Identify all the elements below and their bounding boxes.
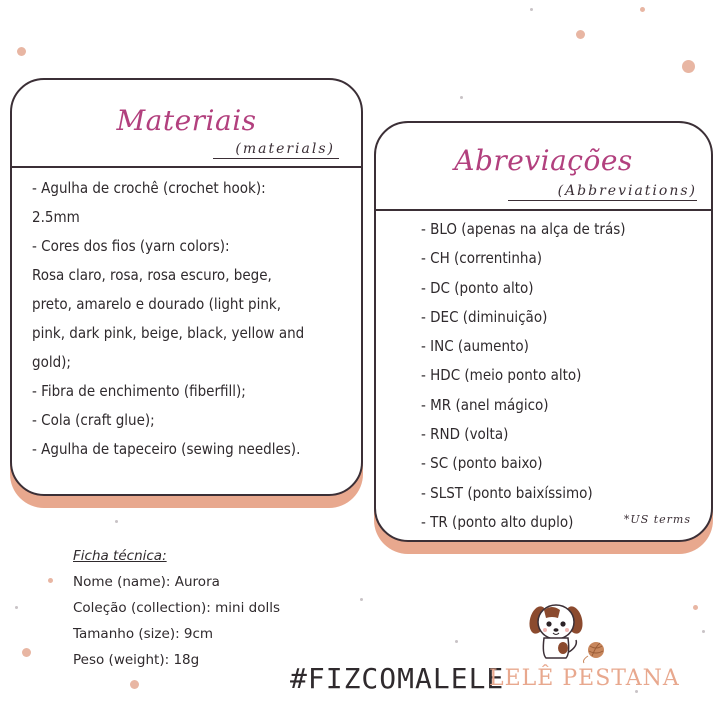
list-item: preto, amarelo e dourado (light pink, [32, 295, 282, 313]
brand-name: LELÊ PESTANA [489, 666, 680, 691]
abbreviations-card [374, 121, 713, 542]
list-item: - RND (volta) [421, 425, 509, 444]
list-item: pink, dark pink, beige, black, yellow and [32, 324, 305, 342]
decor-dot [48, 578, 53, 583]
decor-dot [693, 605, 698, 610]
us-terms-note: *US terms [623, 513, 691, 526]
list-item: 2.5mm [32, 208, 80, 226]
list-item: - DC (ponto alto) [421, 278, 534, 297]
hashtag: #FIZCOMALELE [290, 662, 505, 695]
technical-sheet-line: Coleção (collection): mini dolls [73, 600, 280, 616]
technical-sheet-line: Nome (name): Aurora [73, 574, 220, 590]
list-item: - INC (aumento) [421, 337, 529, 356]
dog-logo-icon [522, 596, 614, 666]
materials-card-header [12, 80, 361, 168]
decor-dot [115, 520, 118, 523]
list-item: - SC (ponto baixo) [421, 454, 543, 473]
list-item: - Agulha de crochê (crochet hook): [32, 179, 266, 197]
materials-list [32, 174, 354, 464]
list-item: - BLO (apenas na alça de trás) [421, 220, 626, 238]
decor-dot [460, 96, 463, 99]
list-item: - Cola (craft glue); [32, 411, 155, 429]
list-item: - HDC (meio ponto alto) [421, 366, 582, 385]
list-item: - CH (correntinha) [421, 249, 542, 268]
abbreviations-subtitle: (Abbreviations) [557, 183, 697, 199]
decor-dot [130, 680, 139, 689]
list-item: - SLST (ponto baixíssimo) [421, 483, 593, 502]
materials-subtitle: (materials) [235, 141, 335, 157]
technical-sheet-line: Peso (weight): 18g [73, 652, 200, 668]
list-item: gold); [32, 353, 71, 371]
abbreviations-card-header [376, 123, 711, 211]
decor-dot [530, 8, 533, 11]
technical-sheet-line: Tamanho (size): 9cm [73, 626, 214, 642]
decor-dot [682, 60, 695, 73]
technical-sheet-title: Ficha técnica: [73, 548, 167, 564]
list-item: - DEC (diminuição) [421, 307, 548, 326]
list-item: - Fibra de enchimento (fiberfill); [32, 382, 246, 400]
list-item: Rosa claro, rosa, rosa escuro, bege, [32, 266, 272, 284]
materials-subtitle-underline [213, 158, 339, 159]
list-item: - TR (ponto alto duplo) [421, 512, 574, 531]
materials-title: Materiais [116, 104, 257, 137]
materials-card [10, 78, 363, 496]
decor-dot [22, 648, 31, 657]
list-item: - Cores dos fios (yarn colors): [32, 237, 230, 255]
list-item: - Agulha de tapeceiro (sewing needles). [32, 440, 301, 458]
list-item: - MR (anel mágico) [421, 395, 549, 414]
decor-dot [640, 7, 645, 12]
decor-dot [17, 47, 26, 56]
technical-sheet [73, 543, 280, 673]
abbreviations-title: Abreviações [454, 144, 633, 177]
decor-dot [702, 630, 705, 633]
decor-dot [576, 30, 585, 39]
abbreviations-list [421, 215, 706, 537]
abbreviations-subtitle-underline [508, 200, 697, 201]
decor-dot [15, 606, 18, 609]
decor-dot [455, 640, 458, 643]
decor-dot [360, 598, 363, 601]
